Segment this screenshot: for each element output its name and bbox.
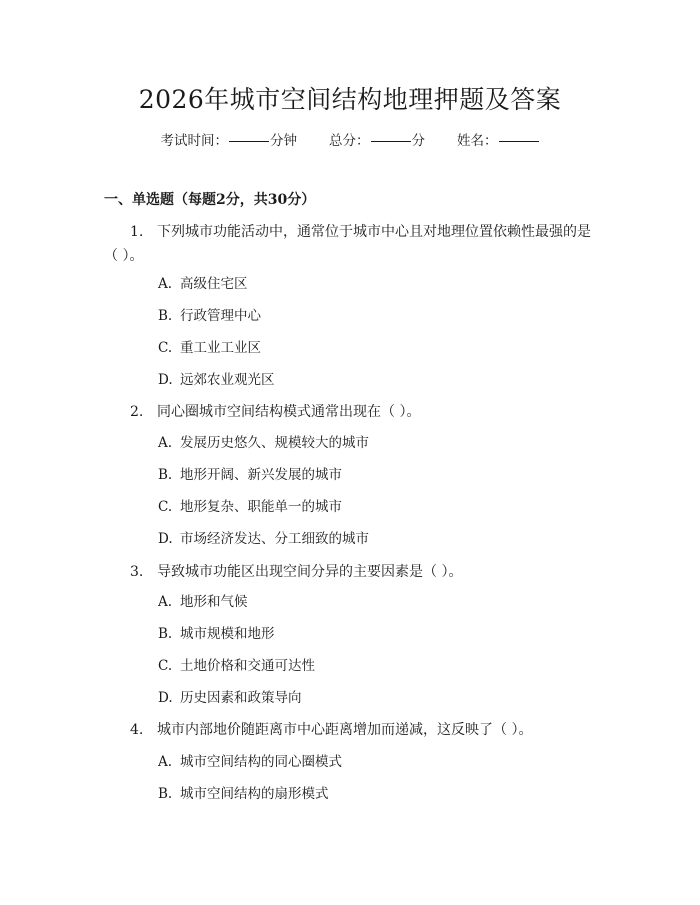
option-text: 地形和气候 bbox=[180, 594, 248, 610]
option-text: 行政管理中心 bbox=[180, 308, 261, 324]
option-text: 市场经济发达、分工细致的城市 bbox=[180, 531, 369, 547]
option-letter: B. bbox=[158, 626, 173, 642]
total-score-label: 总分： bbox=[329, 133, 370, 149]
question-number: 3. bbox=[130, 564, 144, 580]
exam-meta bbox=[0, 131, 700, 151]
name-label: 姓名： bbox=[457, 133, 498, 149]
question-3-option-c bbox=[158, 656, 315, 676]
option-text: 重工业工业区 bbox=[180, 340, 261, 356]
question-4-option-b bbox=[158, 784, 329, 804]
option-letter: A. bbox=[158, 594, 173, 610]
option-text: 地形开阔、新兴发展的城市 bbox=[180, 467, 342, 483]
option-text: 远郊农业观光区 bbox=[180, 372, 275, 388]
option-text: 地形复杂、职能单一的城市 bbox=[180, 499, 342, 515]
option-letter: D. bbox=[158, 690, 173, 706]
question-2-option-c bbox=[158, 497, 342, 517]
question-number: 4. bbox=[130, 722, 144, 738]
question-4-option-a bbox=[158, 752, 342, 772]
question-3-option-b bbox=[158, 624, 275, 644]
question-1-option-a bbox=[158, 274, 248, 294]
exam-time-blank bbox=[229, 141, 269, 142]
option-text: 历史因素和政策导向 bbox=[180, 690, 302, 706]
question-number: 2. bbox=[130, 404, 144, 420]
question-number: 1. bbox=[130, 224, 144, 240]
question-1-option-c bbox=[158, 338, 261, 358]
option-letter: C. bbox=[158, 658, 173, 674]
option-letter: D. bbox=[158, 531, 173, 547]
question-2-option-a bbox=[158, 433, 369, 453]
total-score-unit: 分 bbox=[411, 133, 425, 149]
exam-time-label: 考试时间： bbox=[160, 133, 228, 149]
question-1-option-b bbox=[158, 306, 261, 326]
question-2 bbox=[104, 400, 600, 424]
option-text: 发展历史悠久、规模较大的城市 bbox=[180, 435, 369, 451]
page-title: 2026年城市空间结构地理押题及答案 bbox=[138, 85, 562, 114]
option-letter: A. bbox=[158, 754, 173, 770]
option-letter: B. bbox=[158, 308, 173, 324]
question-2-option-d bbox=[158, 529, 369, 549]
option-text: 高级住宅区 bbox=[180, 276, 248, 292]
question-3-option-a bbox=[158, 592, 248, 612]
option-letter: A. bbox=[158, 435, 173, 451]
option-letter: D. bbox=[158, 372, 173, 388]
option-text: 土地价格和交通可达性 bbox=[180, 658, 315, 674]
question-1-option-d bbox=[158, 370, 275, 390]
question-text: 同心圈城市空间结构模式通常出现在（ ）。 bbox=[157, 404, 421, 420]
option-letter: B. bbox=[158, 467, 173, 483]
exam-time-unit: 分钟 bbox=[270, 133, 297, 149]
question-4 bbox=[104, 718, 600, 742]
question-2-option-b bbox=[158, 465, 342, 485]
option-text: 城市空间结构的同心圈模式 bbox=[180, 754, 342, 770]
question-3 bbox=[104, 560, 600, 584]
option-text: 城市空间结构的扇形模式 bbox=[180, 786, 329, 802]
option-text: 城市规模和地形 bbox=[180, 626, 275, 642]
question-text: 城市内部地价随距离市中心距离增加而递减，这反映了（ ）。 bbox=[157, 722, 533, 738]
option-letter: C. bbox=[158, 499, 173, 515]
question-1 bbox=[104, 220, 600, 268]
option-letter: B. bbox=[158, 786, 173, 802]
name-field bbox=[457, 131, 540, 151]
option-letter: A. bbox=[158, 276, 173, 292]
exam-time-field bbox=[161, 131, 298, 151]
total-score-blank bbox=[371, 141, 411, 142]
question-text: 下列城市功能活动中，通常位于城市中心且对地理位置依赖性最强的是（ ）。 bbox=[104, 224, 591, 264]
section-heading: 一、单选题（每题2分，共30分） bbox=[104, 192, 316, 208]
question-3-option-d bbox=[158, 688, 302, 708]
name-blank bbox=[499, 141, 539, 142]
question-text: 导致城市功能区出现空间分异的主要因素是（ ）。 bbox=[157, 564, 463, 580]
total-score-field bbox=[329, 131, 425, 151]
option-letter: C. bbox=[158, 340, 173, 356]
